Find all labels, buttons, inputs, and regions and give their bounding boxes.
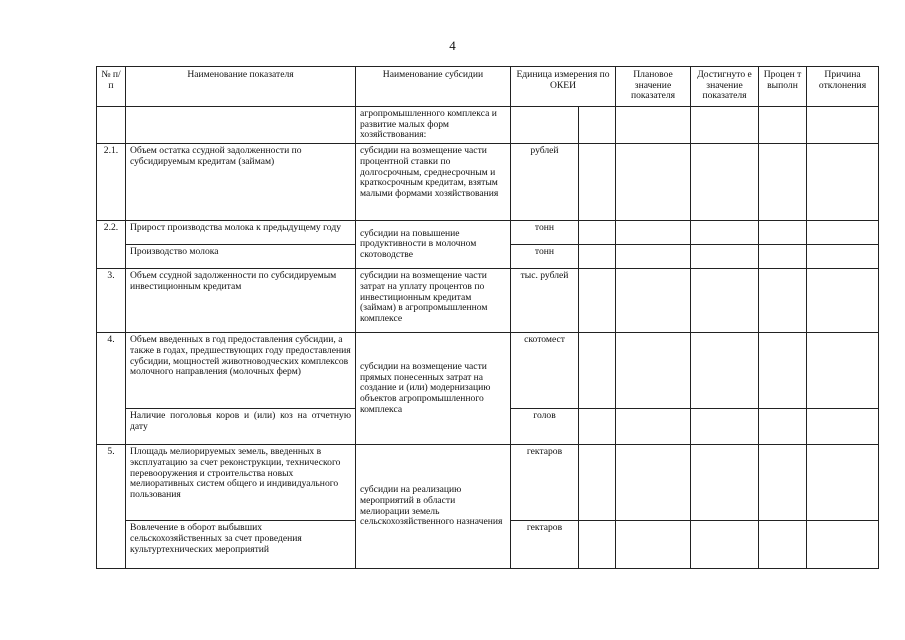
header-subsidy: Наименование субсидии (356, 67, 511, 107)
table-row (97, 144, 879, 221)
header-planned: Плановое значение показателя (616, 67, 691, 107)
cell-subsidy: субсидии на возмещение части затрат на уплату процентов по инвестиционным кредитам (займам) в агропромышленном комплексе (356, 269, 511, 333)
report-table (96, 66, 879, 569)
cell-unit: гектаров (511, 445, 579, 521)
table-row (97, 107, 879, 144)
cell-indicator: Объем остатка ссудной задолженности по субсидируемым кредитам (займам) (126, 144, 356, 221)
cell-indicator: Вовлечение в оборот выбывших сельскохозяйственных за счет проведения культуртехнических мероприятий (126, 521, 356, 569)
cell-unit: голов (511, 409, 579, 445)
cell-unit: тыс. рублей (511, 269, 579, 333)
header-indicator: Наименование показателя (126, 67, 356, 107)
header-achieved: Достигнуто е значение показателя (691, 67, 759, 107)
cell-num: 2.2. (97, 221, 126, 269)
header-percent: Процен т выполн (759, 67, 807, 107)
table-row (97, 269, 879, 333)
cell-num: 3. (97, 269, 126, 333)
cell-subsidy: агропромышленного комплекса и развитие малых форм хозяйствования: (356, 107, 511, 144)
cell-unit: рублей (511, 144, 579, 221)
cell-indicator: Объем введенных в год предоставления субсидии, а также в годах, предшествующих году предоставления субсидии, мощностей животноводческих комплексов молочного направления (молочных ферм) (126, 333, 356, 409)
cell-unit: тонн (511, 221, 579, 245)
cell-indicator: Площадь мелиорируемых земель, введенных в эксплуатацию за счет реконструкции, технического перевооружения и строительства новых мелиоративных систем общего и индивидуального пользования (126, 445, 356, 521)
header-reason: Причина отклонения (807, 67, 879, 107)
cell-subsidy: субсидии на повышение продуктивности в молочном скотоводстве (356, 221, 511, 269)
header-row (97, 67, 879, 107)
cell-num: 2.1. (97, 144, 126, 221)
cell-unit: гектаров (511, 521, 579, 569)
cell-unit: скотомест (511, 333, 579, 409)
table-row (97, 445, 879, 521)
cell-subsidy: субсидии на возмещение части процентной ставки по долгосрочным, среднесрочным и краткосрочным кредитам, взятым малыми формами хозяйствования (356, 144, 511, 221)
cell-indicator: Прирост производства молока к предыдущему году (126, 221, 356, 245)
table-row (97, 333, 879, 409)
cell-num: 5. (97, 445, 126, 569)
cell-indicator: Наличие поголовья коров и (или) коз на отчетную дату (126, 409, 356, 445)
cell-subsidy: субсидии на возмещение части прямых понесенных затрат на создание и (или) модернизацию объектов агропромышленного комплекса (356, 333, 511, 445)
header-unit: Единица измерения по ОКЕИ (511, 67, 616, 107)
page-number: 4 (449, 38, 456, 53)
header-num: № п/п (97, 67, 126, 107)
table-row (97, 221, 879, 245)
cell-indicator: Объем ссудной задолженности по субсидируемым инвестиционным кредитам (126, 269, 356, 333)
cell-num: 4. (97, 333, 126, 445)
cell-indicator: Производство молока (126, 245, 356, 269)
cell-unit: тонн (511, 245, 579, 269)
cell-subsidy: субсидии на реализацию мероприятий в области мелиорации земель сельскохозяйственного назначения (356, 445, 511, 569)
